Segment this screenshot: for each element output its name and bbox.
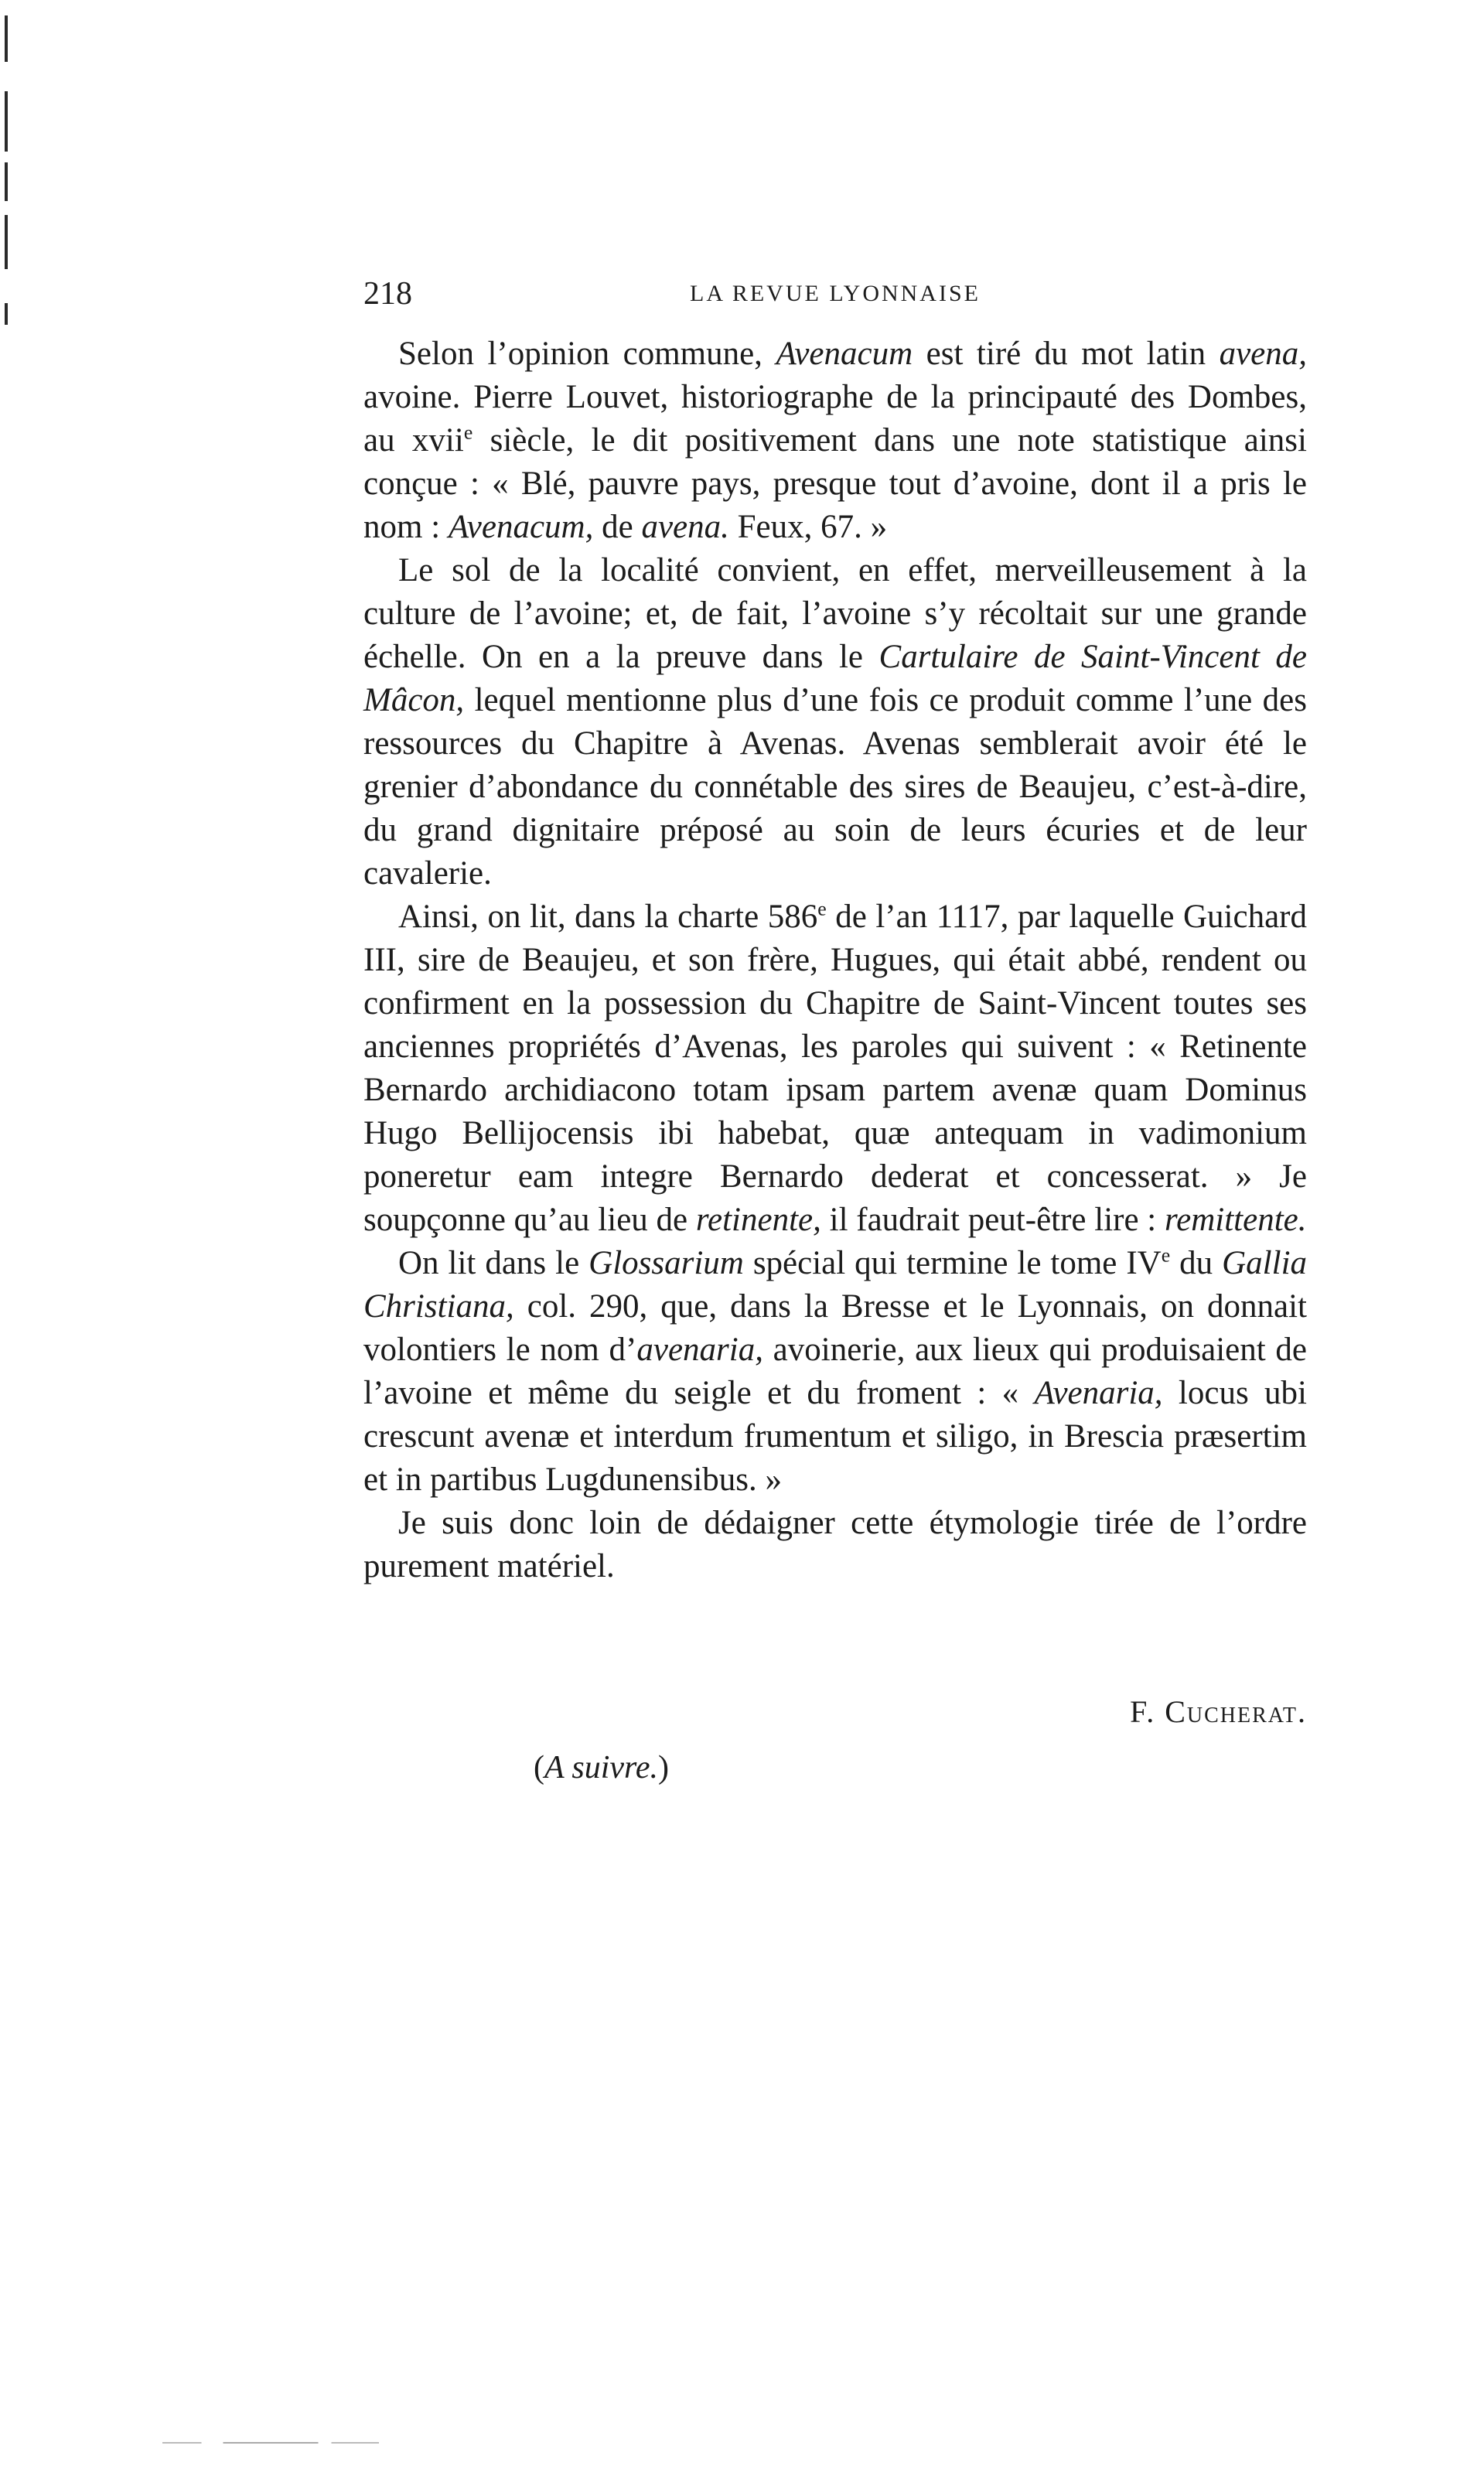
- text-run: de: [593, 509, 642, 545]
- text-run: siècle, le dit positivement dans une note statistique ainsi conçue : « Blé, pauvre pays, presque tout d’avoine, dont il a pris le nom :: [363, 422, 1307, 545]
- text-run: Selon l’opinion commune,: [398, 336, 776, 372]
- scan-bottom-mark: [162, 2442, 379, 2444]
- author-signature: F. Cucherat.: [1130, 1694, 1307, 1729]
- superscript: e: [1161, 1243, 1171, 1267]
- paragraph: [363, 549, 1307, 895]
- continuation-label: A suivre.: [544, 1750, 658, 1786]
- text-run: Je suis donc loin de dédaigner cette étymologie tirée de l’ordre purement matériel.: [363, 1505, 1307, 1584]
- text-run: On lit dans le: [398, 1245, 589, 1281]
- article-body: [363, 333, 1307, 1588]
- paren-close: ): [657, 1750, 669, 1786]
- scan-edge-marks: [5, 0, 11, 340]
- text-run: col. 290, que, dans la Bresse et le Lyonnais, on donnait volontiers le nom d’: [363, 1288, 1307, 1368]
- italic-run: Avenaria,: [1034, 1375, 1163, 1411]
- text-run: avoine. Pierre Louvet, historiographe de la principauté des Dombes, au xvii: [363, 379, 1307, 459]
- text-run: lequel mentionne plus d’une fois ce produit comme l’une des ressources du Chapitre à Avenas. Avenas semblerait avoir été le grenier d’abondance du connétable des sires de Beaujeu, c’est-à-dire, du grand dignitaire préposé au soin de leurs écuries et de leur cavalerie.: [363, 682, 1307, 892]
- italic-run: Gallia Christiana,: [363, 1245, 1308, 1325]
- text-run: du: [1170, 1245, 1223, 1281]
- superscript: e: [463, 421, 473, 444]
- paragraph: [363, 333, 1307, 549]
- text-run: spécial qui termine le tome IV: [743, 1245, 1162, 1281]
- paragraph: [363, 895, 1307, 1242]
- italic-run: Avenacum,: [448, 509, 594, 545]
- italic-run: remittente.: [1165, 1202, 1307, 1238]
- text-run: Ainsi, on lit, dans la charte 586: [398, 899, 818, 935]
- text-run: est tiré du mot latin: [913, 336, 1220, 372]
- paragraph: [363, 1502, 1307, 1588]
- italic-run: retinente,: [695, 1202, 821, 1238]
- to-be-continued-note: [534, 1749, 669, 1786]
- superscript: e: [817, 897, 827, 920]
- page-number: 218: [363, 276, 412, 312]
- paragraph: [363, 1242, 1307, 1502]
- running-title: LA REVUE LYONNAISE: [690, 281, 981, 306]
- text-run: locus ubi crescunt avenæ et interdum frumentum et siligo, in Brescia præsertim et in partibus Lugdunensibus. »: [363, 1375, 1307, 1498]
- text-run: Le sol de la localité convient, en effet, merveilleusement à la culture de l’avoine; et, de fait, l’avoine s’y récoltait sur une grande échelle. On en a la preuve dans le: [363, 552, 1307, 675]
- text-run: avoinerie, aux lieux qui produisaient de l’avoine et même du seigle et du froment : «: [363, 1332, 1307, 1411]
- italic-run: avenaria,: [636, 1332, 763, 1368]
- italic-run: avena.: [641, 509, 729, 545]
- page-header: [363, 271, 1307, 317]
- paren-open: (: [534, 1750, 544, 1786]
- text-run: de l’an 1117, par laquelle Guichard III, sire de Beaujeu, et son frère, Hugues, qui était abbé, rendent ou confirment en la possession du Chapitre de Saint-Vincent toutes ses anciennes propriétés d’Avenas, les paroles qui suivent : « Retinente Bernardo archidiacono totam ipsam partem avenæ quam Dominus Hugo Bellijocensis ibi habebat, quæ antequam in vadimonium poneretur eam integre Bernardo dederat et concesserat. » Je soupçonne qu’au lieu de: [363, 899, 1307, 1238]
- italic-run: Glossarium: [588, 1245, 744, 1281]
- text-run: il faudrait peut-être lire :: [820, 1202, 1165, 1238]
- italic-run: Cartulaire de Saint-Vincent de Mâcon,: [363, 639, 1307, 718]
- italic-run: Avenacum: [776, 336, 913, 372]
- text-run: Feux, 67. »: [728, 509, 888, 545]
- italic-run: avena,: [1219, 336, 1308, 372]
